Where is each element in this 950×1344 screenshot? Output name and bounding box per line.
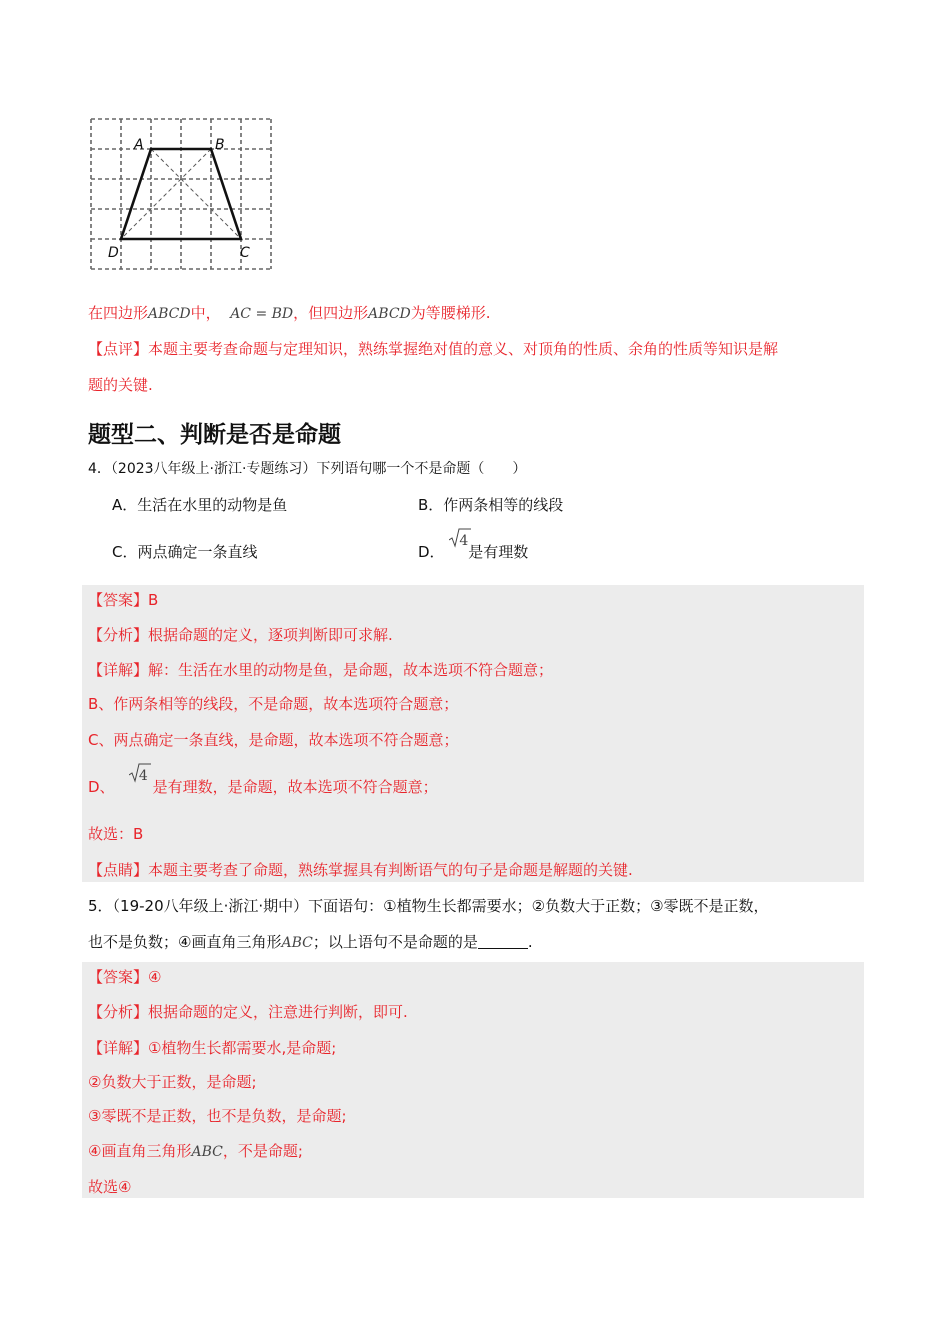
comment1-line1: 【点评】本题主要考查命题与定理知识，熟练掌握绝对值的意义、对顶角的性质、余角的性质等知识是解 <box>88 340 779 358</box>
q5-detail-4-prefix: ④画直角三角形 <box>88 1142 192 1160</box>
q4-option-d-prefix: D． <box>418 543 445 561</box>
q4-choice: 故选：B <box>88 825 144 843</box>
q4-comment: 【点睛】本题主要考查了命题，熟练掌握具有判断语气的句子是命题是解题的关键. <box>88 861 633 879</box>
q4-option-c: C．两点确定一条直线 <box>112 543 258 561</box>
q5-stem-suffix: ；以上语句不是命题的是 <box>312 933 478 951</box>
math-abcd-2: ABCD <box>368 306 411 322</box>
diagonal-ac <box>151 149 241 239</box>
section-title: 题型二、判断是否是命题 <box>88 422 341 448</box>
conclusion-line <box>88 302 491 325</box>
q4-detail-4-text: 是有理数，是命题，故本选项不符合题意； <box>152 778 438 796</box>
sqrt-4-math <box>449 530 468 552</box>
q4-detail-1: 【详解】解：生活在水里的动物是鱼，是命题，故本选项不符合题意； <box>88 661 554 679</box>
q4-detail-3: C、两点确定一条直线，是命题，故本选项不符合题意； <box>88 731 459 749</box>
q5-stem-line1: 5．（19-20八年级上·浙江·期中）下面语句：①植物生长都需要水；②负数大于正数；③零既不是正数， <box>88 897 769 915</box>
comment1-line2: 题的关键. <box>88 376 153 394</box>
q4-detail-2: B、作两条相等的线段，不是命题，故本选项符合题意； <box>88 695 459 713</box>
conclusion-mid: 中， <box>190 304 221 322</box>
diagonal-bd <box>121 149 211 239</box>
answer-blank <box>478 932 528 949</box>
math-ac-eq-bd: AC = BD <box>230 306 294 322</box>
math-abc-2: ABC <box>191 1144 223 1160</box>
q4-detail-4 <box>88 768 438 799</box>
q5-detail-1: 【详解】①植物生长都需要水,是命题; <box>88 1039 337 1057</box>
conclusion-mid2: ，但四边形 <box>293 304 369 322</box>
q4-answer: 【答案】B <box>88 591 159 609</box>
q5-detail-2: ②负数大于正数，是命题; <box>88 1073 257 1091</box>
q5-choice: 故选④ <box>88 1178 132 1196</box>
conclusion-suffix: 为等腰梯形. <box>410 304 491 322</box>
q4-option-a: A．生活在水里的动物是鱼 <box>112 496 288 514</box>
label-c: C <box>240 245 250 261</box>
q5-analysis: 【分析】根据命题的定义，注意进行判断，即可. <box>88 1003 408 1021</box>
sqrt-radicand-2: 4 <box>138 768 148 784</box>
q4-analysis: 【分析】根据命题的定义，逐项判断即可求解. <box>88 626 393 644</box>
q4-detail-4-prefix: D、 <box>88 778 115 796</box>
q5-detail-3: ③零既不是正数，也不是负数，是命题; <box>88 1107 347 1125</box>
q5-stem-end: . <box>527 933 533 951</box>
q5-stem-line2 <box>88 931 533 954</box>
sqrt-4-math-2 <box>129 765 148 787</box>
q5-stem-prefix: 也不是负数；④画直角三角形 <box>88 933 282 951</box>
math-abc: ABC <box>281 935 313 951</box>
label-a: A <box>134 137 144 153</box>
q5-detail-4-suffix: ，不是命题; <box>222 1142 303 1160</box>
q4-stem: 4．（2023八年级上·浙江·专题练习）下列语句哪一个不是命题（ ） <box>88 461 527 477</box>
label-b: B <box>215 137 225 153</box>
math-abcd: ABCD <box>148 306 191 322</box>
label-d: D <box>108 245 119 261</box>
sqrt-radicand: 4 <box>459 533 469 549</box>
q5-detail-4 <box>88 1140 303 1163</box>
trapezoid-figure <box>88 116 278 276</box>
conclusion-prefix: 在四边形 <box>88 304 149 322</box>
q4-option-b: B．作两条相等的线段 <box>418 496 564 514</box>
q4-option-d-text: 是有理数 <box>468 543 529 561</box>
q5-answer: 【答案】④ <box>88 968 162 986</box>
q4-option-d <box>418 533 529 564</box>
